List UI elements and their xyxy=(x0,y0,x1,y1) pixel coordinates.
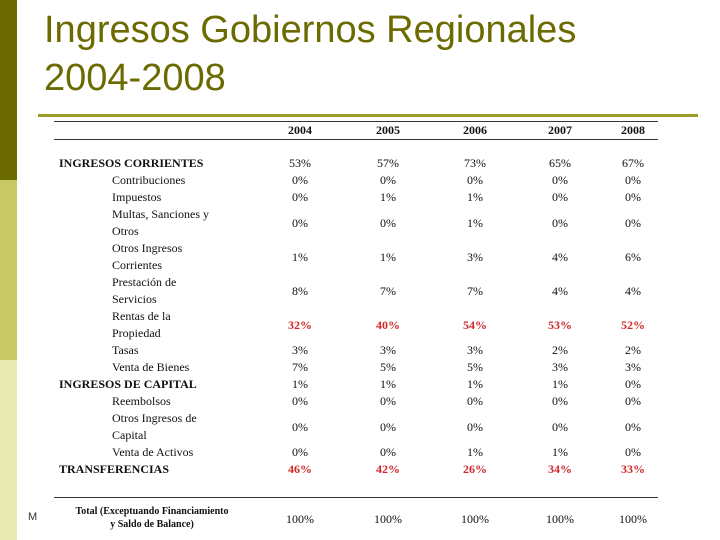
row-label: Tasas xyxy=(112,343,139,357)
cell-value: 1% xyxy=(380,249,396,264)
cell-value: 54% xyxy=(463,317,487,332)
cell-value: 0% xyxy=(380,419,396,434)
year-header: 2007 xyxy=(548,123,572,137)
total-value: 100% xyxy=(286,512,314,526)
cell-value: 65% xyxy=(549,156,571,170)
cell-value: 0% xyxy=(292,394,308,408)
cell-value: 0% xyxy=(625,394,641,408)
cell-value: 4% xyxy=(625,283,641,298)
cell-value: 0% xyxy=(380,173,396,187)
cell-value: 0% xyxy=(380,445,396,459)
cell-value: 3% xyxy=(552,360,568,374)
row-label: INGRESOS DE CAPITAL xyxy=(59,377,197,391)
cell-value: 1% xyxy=(467,377,483,391)
cell-value: 0% xyxy=(552,419,568,434)
cell-value: 0% xyxy=(625,190,641,204)
cell-value: 8% xyxy=(292,283,308,298)
cell-value: 26% xyxy=(463,462,487,476)
row-label: Otros Ingresos Corrientes xyxy=(112,241,183,272)
total-value: 100% xyxy=(461,512,489,526)
cell-value: 0% xyxy=(292,215,308,230)
cell-value: 1% xyxy=(552,377,568,391)
table-total-rule xyxy=(54,497,658,498)
row-label: Reembolsos xyxy=(112,394,171,408)
cell-value: 33% xyxy=(621,462,645,476)
cell-value: 34% xyxy=(548,462,572,476)
year-header: 2005 xyxy=(376,123,400,137)
row-label: Rentas de la Propiedad xyxy=(112,309,171,340)
cell-value: 0% xyxy=(380,394,396,408)
cell-value: 0% xyxy=(552,394,568,408)
cell-value: 4% xyxy=(552,249,568,264)
slide-title-line1: Ingresos Gobiernos Regionales xyxy=(44,9,577,51)
year-header: 2004 xyxy=(288,123,312,137)
cell-value: 0% xyxy=(292,419,308,434)
cell-value: 0% xyxy=(625,173,641,187)
sidebar-decoration xyxy=(0,0,17,540)
total-value: 100% xyxy=(619,512,647,526)
year-header: 2006 xyxy=(463,123,487,137)
cell-value: 4% xyxy=(552,283,568,298)
cell-value: 0% xyxy=(467,173,483,187)
row-label: TRANSFERENCIAS xyxy=(59,462,170,476)
cell-value: 1% xyxy=(380,377,396,391)
total-value: 100% xyxy=(374,512,402,526)
row-label: Venta de Activos xyxy=(112,445,194,459)
sidebar-band-mid xyxy=(0,180,17,360)
cell-value: 0% xyxy=(552,190,568,204)
cell-value: 53% xyxy=(289,156,311,170)
cell-value: 6% xyxy=(625,249,641,264)
cell-value: 1% xyxy=(467,215,483,230)
row-label: INGRESOS CORRIENTES xyxy=(59,156,204,170)
slide-title xyxy=(44,6,576,102)
cell-value: 40% xyxy=(376,317,400,332)
cell-value: 5% xyxy=(380,360,396,374)
cell-value: 53% xyxy=(548,317,572,332)
cell-value: 46% xyxy=(288,462,312,476)
title-underline xyxy=(38,114,698,117)
row-label: Otros Ingresos de Capital xyxy=(112,411,197,442)
row-label: Impuestos xyxy=(112,190,162,204)
cell-value: 0% xyxy=(552,173,568,187)
cell-value: 0% xyxy=(625,377,641,391)
cell-value: 52% xyxy=(621,317,645,332)
sidebar-band-light xyxy=(0,360,17,540)
cell-value: 1% xyxy=(292,249,308,264)
cell-value: 1% xyxy=(552,445,568,459)
table-top-rule xyxy=(54,121,658,122)
total-value: 100% xyxy=(546,512,574,526)
cell-value: 0% xyxy=(467,419,483,434)
year-header: 2008 xyxy=(621,123,645,137)
cell-value: 0% xyxy=(292,190,308,204)
cell-value: 0% xyxy=(467,394,483,408)
cell-value: 32% xyxy=(288,317,312,332)
row-label: Prestación de Servicios xyxy=(112,275,177,306)
cell-value: 42% xyxy=(376,462,400,476)
row-label: Venta de Bienes xyxy=(112,360,190,374)
cell-value: 1% xyxy=(292,377,308,391)
cell-value: 0% xyxy=(292,173,308,187)
cell-value: 7% xyxy=(467,283,483,298)
cell-value: 7% xyxy=(292,360,308,374)
cell-value: 3% xyxy=(467,249,483,264)
cell-value: 2% xyxy=(552,343,568,357)
slide-title-line2: 2004-2008 xyxy=(44,57,226,99)
row-label: Multas, Sanciones y Otros xyxy=(112,207,209,238)
cell-value: 5% xyxy=(467,360,483,374)
cell-value: 67% xyxy=(622,156,644,170)
cell-value: 3% xyxy=(292,343,308,357)
cell-value: 73% xyxy=(464,156,486,170)
cell-value: 3% xyxy=(625,360,641,374)
cell-value: 0% xyxy=(380,215,396,230)
table-header-rule xyxy=(54,139,658,140)
total-label: Total (Exceptuando Financiamiento y Saldo de Balance) xyxy=(75,506,229,530)
cell-value: 3% xyxy=(467,343,483,357)
revenue-table xyxy=(52,119,662,534)
cell-value: 0% xyxy=(292,445,308,459)
cell-value: 1% xyxy=(380,190,396,204)
row-label: Contribuciones xyxy=(112,173,186,187)
cell-value: 3% xyxy=(380,343,396,357)
footer-text: M xyxy=(28,511,38,523)
cell-value: 0% xyxy=(625,419,641,434)
cell-value: 0% xyxy=(625,215,641,230)
cell-value: 2% xyxy=(625,343,641,357)
cell-value: 1% xyxy=(467,445,483,459)
cell-value: 1% xyxy=(467,190,483,204)
cell-value: 57% xyxy=(377,156,399,170)
cell-value: 0% xyxy=(625,445,641,459)
sidebar-band-dark xyxy=(0,0,17,180)
cell-value: 0% xyxy=(552,215,568,230)
cell-value: 7% xyxy=(380,283,396,298)
